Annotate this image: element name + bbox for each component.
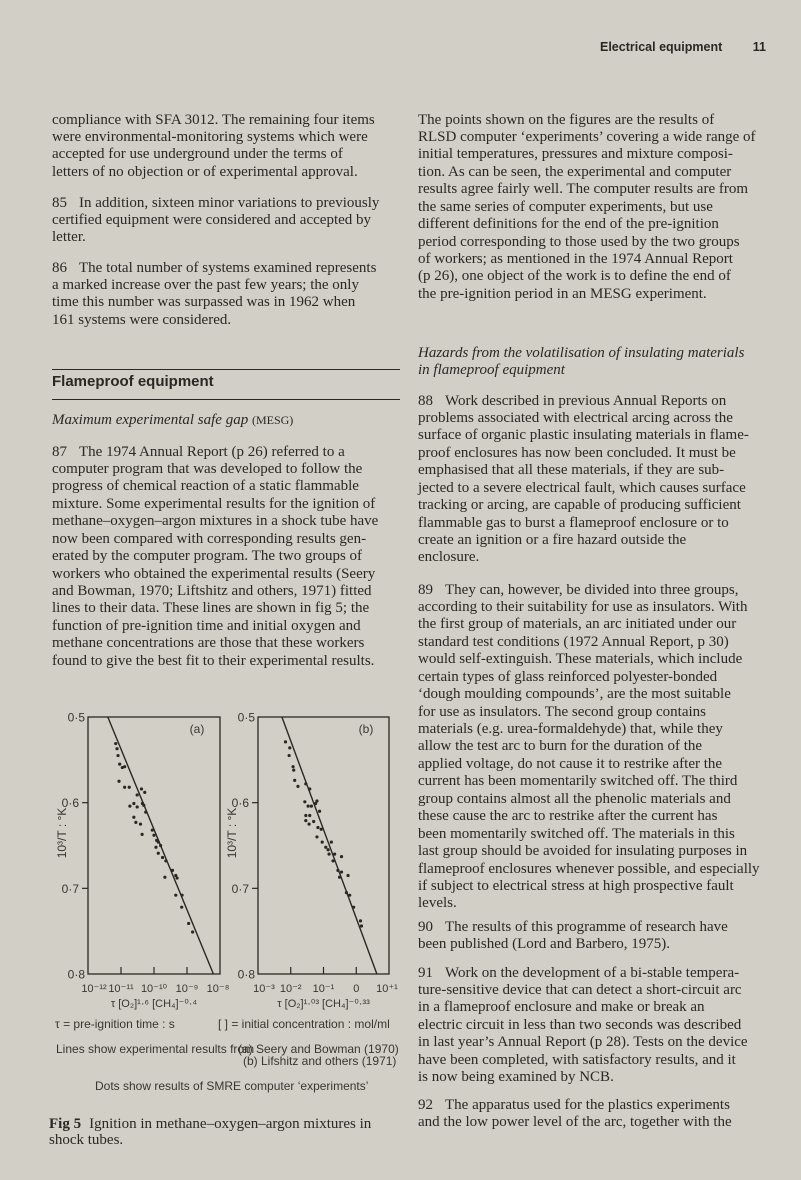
text-line-content: in a flameproof enclosure and make or break an	[418, 999, 705, 1016]
text-line-content: the pre-ignition period in an MESG experiment.	[418, 285, 707, 302]
text-line-content: results agree fairly well. The computer results are from	[418, 181, 749, 198]
computer-result-dot	[151, 828, 154, 831]
text-line	[418, 393, 749, 410]
text-line	[418, 582, 760, 599]
computer-result-dot	[321, 840, 324, 843]
text-line-content: progress of chemical reaction of a static flammable	[52, 478, 359, 495]
computer-result-dot	[308, 814, 311, 817]
lines-legend-prefix: Lines show experimental results from	[56, 1042, 255, 1056]
x-tick-label: 10⁻¹⁰	[140, 983, 168, 995]
x-axis-label: τ [O₂]¹·⁶ [CH₄]⁻⁰·⁴	[110, 998, 198, 1010]
paragraph-number: 89	[418, 581, 433, 598]
text-line	[418, 808, 760, 825]
x-tick-label: 10⁻¹¹	[108, 983, 134, 995]
y-tick-label: 0·7	[231, 881, 249, 896]
computer-result-dot	[345, 891, 348, 894]
x-tick-label: 10⁻¹²	[81, 983, 107, 995]
x-tick-label: 10⁺¹	[376, 983, 398, 995]
text-line	[418, 756, 760, 773]
text-line	[418, 462, 749, 479]
computer-result-dot	[132, 802, 135, 805]
y-axis-label: 10³/T : °K	[225, 807, 239, 859]
y-axis-label: 10³/T : °K	[55, 807, 69, 859]
text-line	[418, 738, 760, 755]
text-line	[418, 791, 760, 808]
tau-legend: τ = pre-ignition time : s	[55, 1017, 175, 1031]
text-line-content: The 1974 Annual Report (p 26) referred to a	[79, 443, 345, 460]
text-line	[418, 965, 748, 982]
text-line-content: The points shown on the figures are the results of	[418, 111, 715, 128]
text-line	[418, 251, 756, 268]
paragraph-number: 86	[52, 259, 67, 276]
computer-result-dot	[123, 765, 126, 768]
section-heading: Flameproof equipment	[52, 373, 214, 390]
computer-result-dot	[304, 782, 307, 785]
text-line-content: jected to a severe electrical fault, which causes surface	[418, 479, 746, 496]
text-line	[418, 1052, 748, 1069]
text-line	[418, 1017, 748, 1034]
text-line-content: ture-sensitive device that can detect a short-circuit arc	[418, 981, 742, 998]
computer-result-dot	[291, 765, 294, 768]
computer-result-dot	[136, 793, 139, 796]
text-line-content: applied voltage, do not cause it to restrike after the	[418, 755, 723, 772]
text-line-content: accepted for use underground under the terms of	[52, 146, 343, 163]
text-line	[418, 982, 748, 999]
text-line	[418, 1069, 748, 1086]
paragraph-number: 85	[52, 194, 67, 211]
computer-result-dot	[180, 894, 183, 897]
text-line-content: of workers; as mentioned in the 1974 Annual Report	[418, 251, 733, 267]
computer-result-dot	[191, 930, 194, 933]
text-line-content: different definitions for the end of the pre-ignition	[418, 216, 719, 233]
experimental-fit-line	[282, 717, 377, 974]
paragraph-number: 91	[418, 964, 433, 981]
paragraph-88	[418, 393, 749, 567]
paragraph-89	[418, 582, 760, 913]
computer-result-dot	[141, 833, 144, 836]
paragraph-90	[418, 919, 728, 954]
figure-caption	[49, 1117, 389, 1148]
computer-result-dot	[318, 810, 321, 813]
computer-result-dot	[312, 820, 315, 823]
y-tick-label: 0·6	[61, 796, 79, 811]
computer-result-dot	[176, 876, 179, 879]
subheading-mesg-abbrev: (MESG)	[251, 412, 294, 427]
text-line-content: tion. As can be seen, the experimental and computer	[418, 163, 732, 180]
text-line	[418, 1034, 748, 1051]
text-line-content: the same series of computer experiments, but use	[418, 198, 713, 215]
text-line	[418, 616, 760, 633]
x-tick-label: 0	[353, 983, 360, 995]
text-line-content: 161 systems were considered.	[52, 311, 232, 328]
text-line-content: the first group of materials, an arc initiated under our	[418, 616, 737, 633]
computer-result-dot	[315, 835, 318, 838]
text-line-content: RLSD computer ‘experiments’ covering a wide range of	[418, 128, 756, 145]
computer-result-dot	[338, 876, 341, 879]
subheading-mesg-title: Maximum experimental safe gap	[52, 411, 249, 428]
text-line-content: proof enclosures has now been concluded. It must be	[418, 444, 736, 461]
computer-result-dot	[132, 816, 135, 819]
text-line	[418, 721, 760, 738]
x-tick-label: 10⁻¹	[312, 983, 335, 995]
text-line-content: were environmental-monitoring systems which were	[52, 128, 368, 145]
computer-result-dot	[157, 840, 160, 843]
x-axis-label: τ [O₂]¹·⁰³ [CH₄]⁻⁰·³³	[277, 998, 370, 1010]
computer-result-dot	[333, 852, 336, 855]
text-line-content: surface of organic plastic insulating materials in flame-	[418, 427, 749, 444]
paragraph-number: 87	[52, 443, 67, 460]
computer-result-dot	[136, 805, 139, 808]
text-line-content: allow the test arc to burn for the duration of the	[418, 738, 703, 755]
text-line-content: tracking or arcing, are capable of producing sufficient	[418, 497, 741, 514]
text-line-content: The total number of systems examined represents	[79, 259, 377, 276]
subheading-hazards	[418, 345, 744, 380]
computer-result-dot	[304, 819, 307, 822]
computer-result-dot	[316, 826, 319, 829]
text-line-content: (p 26), one object of the work is to define the end of	[418, 268, 731, 285]
computer-result-dot	[174, 894, 177, 897]
computer-result-dot	[292, 769, 295, 772]
computer-result-dot	[307, 804, 310, 807]
text-line-content: initial temperatures, pressures and mixture composi-	[418, 146, 733, 163]
computer-result-dot	[352, 906, 355, 909]
computer-result-dot	[307, 822, 310, 825]
text-line	[418, 164, 756, 181]
text-line-content: current has been momentarily switched off. The third	[418, 773, 738, 790]
text-line-content: time this number was surpassed was in 1962 when	[52, 294, 356, 311]
computer-result-dot	[187, 922, 190, 925]
text-line-content: in flameproof equipment	[418, 361, 565, 378]
text-line	[418, 362, 744, 379]
text-line	[418, 669, 760, 686]
text-line-content: in last year’s Annual Report (p 28). Tests on the device	[418, 1034, 748, 1051]
computer-result-dot	[117, 780, 120, 783]
text-line-content: now been compared with corresponding results gen-	[52, 530, 367, 547]
text-line-content: and Bowman, 1970; Liftshitz and others, 1971) fitted	[52, 583, 372, 599]
text-line-content: problems associated with electrical arcing across the	[418, 409, 733, 426]
panel-label: (a)	[189, 722, 205, 736]
text-line-content: mixture. Some experimental results for the ignition of	[52, 495, 376, 512]
lines-legend-a: (a) Seery and Bowman (1970)	[238, 1042, 399, 1056]
text-line-content: flameproof enclosures whenever possible, and especially	[418, 860, 760, 877]
paragraph-number: 90	[418, 918, 433, 935]
text-line-content: In addition, sixteen minor variations to previously	[79, 194, 380, 211]
computer-result-dot	[115, 747, 118, 750]
computer-result-dot	[310, 804, 313, 807]
text-line-content: function of pre-ignition time and initial oxygen and	[52, 617, 361, 634]
text-line-content: methane–oxygen–argon mixtures in a shock tube have	[52, 513, 379, 530]
text-line	[418, 861, 760, 878]
y-tick-label: 0·6	[231, 796, 249, 811]
text-line-content: Hazards from the volatilisation of insulating materials	[418, 344, 745, 361]
computer-result-dot	[303, 800, 306, 803]
text-line-content: lines to their data. These lines are shown in fig 5; the	[52, 600, 370, 617]
text-line	[418, 286, 756, 303]
computer-result-dot	[114, 742, 117, 745]
computer-result-dot	[159, 844, 162, 847]
text-line-content: found to give the best fit to their experimental results.	[52, 652, 375, 669]
y-tick-label: 0·8	[237, 967, 255, 982]
text-line-content: letters of no objection or of experimental approval.	[52, 163, 358, 180]
text-line	[418, 773, 760, 790]
computer-result-dot	[152, 834, 155, 837]
running-header-section: Electrical equipment	[600, 40, 723, 54]
computer-result-dot	[288, 746, 291, 749]
text-line-content: and the low power level of the arc, together with the	[418, 1113, 732, 1130]
text-line	[418, 199, 756, 216]
x-tick-label: 10⁻²	[279, 983, 302, 995]
computer-result-dot	[123, 786, 126, 789]
text-line	[418, 549, 749, 566]
computer-result-dot	[116, 754, 119, 757]
figure-caption-label: Fig 5	[49, 1116, 82, 1132]
text-line	[418, 445, 749, 462]
text-line-content: standard test conditions (1972 Annual Report, p 30)	[418, 633, 729, 650]
computer-result-dot	[284, 740, 287, 743]
computer-result-dot	[142, 804, 145, 807]
x-tick-label: 10⁻⁸	[206, 983, 230, 995]
text-line-content: ‘dough moulding compounds’, are the most suitable	[418, 686, 731, 703]
text-line	[418, 268, 756, 285]
text-line	[418, 1114, 732, 1131]
computer-result-dot	[157, 852, 160, 855]
text-line-content: emphasised that all these materials, if they are sub-	[418, 462, 725, 479]
computer-result-dot	[327, 852, 330, 855]
text-line-content: erated by the computer program. The two groups of	[52, 548, 363, 565]
text-line-content: compliance with SFA 3012. The remaining four items	[52, 111, 375, 128]
text-line	[418, 234, 756, 251]
text-line-content: levels.	[418, 895, 457, 912]
text-line	[418, 651, 760, 668]
text-line	[418, 634, 760, 651]
bracket-legend: [ ] = initial concentration : mol/ml	[218, 1017, 390, 1031]
plot-frame	[258, 717, 389, 974]
computer-result-dot	[326, 848, 329, 851]
figure-caption-text: Ignition in methane–oxygen–argon mixtures in shock tubes.	[49, 1116, 372, 1148]
chart-panel-a	[55, 711, 229, 1011]
x-tick-label: 10⁻⁹	[175, 983, 199, 995]
text-line-content: enclosure.	[418, 549, 480, 566]
text-line-content: create an ignition or a fire hazard outside the	[418, 532, 687, 548]
text-line	[418, 878, 760, 895]
text-line-content: according to their suitability for use as insulators. With	[418, 598, 748, 615]
text-line-content: methane concentrations are those that these workers	[52, 635, 365, 652]
text-line-content: Work described in previous Annual Reports on	[445, 392, 727, 409]
text-line	[418, 515, 749, 532]
computer-result-dot	[320, 828, 323, 831]
text-line-content: materials (e.g. urea-formaldehyde) that, while they	[418, 721, 723, 737]
paragraph-91	[418, 965, 748, 1087]
computer-result-dot	[315, 799, 318, 802]
text-line-content: workers who obtained the experimental results (Seery	[52, 565, 376, 582]
text-line	[418, 129, 756, 146]
computer-result-dot	[161, 856, 164, 859]
text-line	[418, 181, 756, 198]
computer-result-dot	[346, 874, 349, 877]
computer-result-dot	[359, 919, 362, 922]
text-line	[418, 936, 728, 953]
text-line-content: have been completed, with satisfactory results, and it	[418, 1051, 736, 1068]
computer-result-dot	[140, 787, 143, 790]
text-line	[418, 599, 760, 616]
page-number: 11	[752, 40, 766, 54]
text-line-content: if subject to electrical stress at high prospective fault	[418, 877, 734, 894]
text-line	[418, 704, 760, 721]
text-line-content: certain types of glass reinforced polyester-bonded	[418, 668, 718, 685]
computer-result-dot	[336, 869, 339, 872]
text-line-content: flammable gas to burst a flameproof enclosure or to	[418, 514, 729, 531]
text-line	[418, 480, 749, 497]
paragraph-92	[418, 1097, 732, 1132]
text-line-content: certified equipment were considered and accepted by	[52, 211, 372, 228]
computer-result-dot	[340, 855, 343, 858]
computer-result-dot	[360, 924, 363, 927]
computer-result-dot	[180, 906, 183, 909]
y-tick-label: 0·5	[237, 710, 255, 725]
computer-result-dot	[128, 786, 131, 789]
computer-result-dot	[340, 870, 343, 873]
text-line	[418, 999, 748, 1016]
computer-result-dot	[348, 894, 351, 897]
text-line	[418, 1097, 732, 1114]
text-line	[418, 826, 760, 843]
text-line-content: Work on the development of a bi-stable tempera-	[445, 964, 740, 981]
paragraph-number: 92	[418, 1096, 433, 1113]
computer-result-dot	[293, 779, 296, 782]
chart-panel-b	[225, 711, 398, 1011]
text-line-content: last group should be avoided for insulating purposes in	[418, 843, 748, 860]
text-line-content: They can, however, be divided into three groups,	[445, 581, 739, 598]
text-line	[418, 410, 749, 427]
computer-result-dot	[304, 814, 307, 817]
computer-result-dot	[330, 840, 333, 843]
computer-result-dot	[308, 787, 311, 790]
computer-result-dot	[134, 821, 137, 824]
text-line	[418, 146, 756, 163]
text-line-content: these cause the arc to restrike after the current has	[418, 808, 718, 825]
computer-result-dot	[118, 763, 121, 766]
text-line	[418, 216, 756, 233]
computer-result-dot	[154, 846, 157, 849]
text-line	[418, 843, 760, 860]
y-tick-label: 0·7	[61, 881, 79, 896]
text-line-content: electric circuit in less than two seconds was described	[418, 1016, 742, 1033]
computer-result-dot	[324, 846, 327, 849]
text-line	[418, 345, 744, 362]
text-line-content: is now being examined by NCB.	[418, 1069, 614, 1086]
text-line	[418, 895, 760, 912]
computer-result-dot	[288, 754, 291, 757]
dots-legend: Dots show results of SMRE computer ‘experiments’	[95, 1079, 369, 1093]
plot-frame	[88, 717, 220, 974]
text-line-content: a marked increase over the past few years; the only	[52, 276, 359, 293]
x-tick-label: 10⁻³	[253, 983, 275, 995]
text-line-content: computer program that was developed to follow the	[52, 460, 363, 477]
text-line-content: period corresponding to those used by the two groups	[418, 233, 740, 250]
text-line	[418, 919, 728, 936]
text-line	[418, 497, 749, 514]
computer-result-dot	[144, 810, 147, 813]
text-line	[418, 427, 749, 444]
text-line	[418, 686, 760, 703]
computer-result-dot	[163, 876, 166, 879]
computer-result-dot	[296, 785, 299, 788]
text-line-content: been momentarily switched off. The materials in this	[418, 825, 735, 842]
text-line-content: been published (Lord and Barbero, 1975).	[418, 935, 671, 952]
paragraph-number: 88	[418, 392, 433, 409]
computer-result-dot	[143, 791, 146, 794]
computer-result-dot	[164, 859, 167, 862]
text-line-content: letter.	[52, 229, 86, 246]
text-line-content: The results of this programme of research have	[445, 918, 728, 935]
text-line	[418, 112, 756, 129]
text-line-content: would self-extinguish. These materials, which include	[418, 651, 743, 668]
text-line-content: group contains almost all the phenolic materials and	[418, 790, 731, 807]
paragraph-intro-right	[418, 112, 756, 304]
text-line	[418, 532, 749, 549]
computer-result-dot	[171, 869, 174, 872]
text-line-content: for use as insulators. The second group contains	[418, 703, 706, 720]
computer-result-dot	[139, 822, 142, 825]
y-tick-label: 0·5	[67, 710, 85, 725]
computer-result-dot	[331, 859, 334, 862]
lines-legend-b: (b) Lifshitz and others (1971)	[243, 1054, 397, 1068]
computer-result-dot	[128, 804, 131, 807]
panel-label: (b)	[358, 722, 374, 736]
text-line-content: The apparatus used for the plastics experiments	[445, 1096, 730, 1113]
y-tick-label: 0·8	[67, 967, 85, 982]
